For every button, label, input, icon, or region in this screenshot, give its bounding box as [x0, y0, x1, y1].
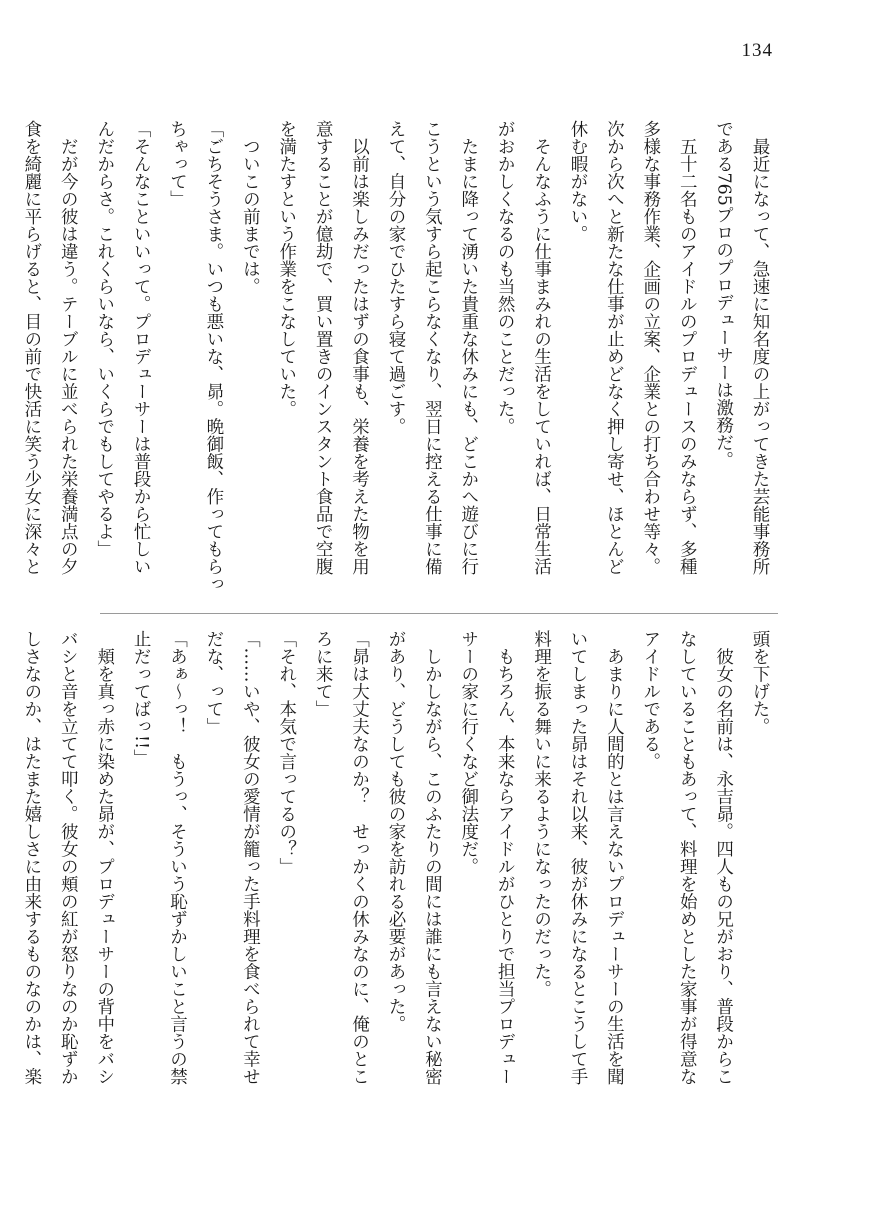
- text-line: ろに来て」: [313, 630, 334, 718]
- text-line: しさなのか、はたまた嬉しさに由来するものなのかは、楽: [21, 630, 42, 1085]
- text-line: を満たすという作業をこなしていた。: [276, 120, 297, 418]
- text-line: 頭を下げた。: [750, 630, 770, 735]
- text-line: なしていることもあって、料理を始めとした家事が得意な: [677, 630, 698, 1085]
- text-line: たまに降って湧いた貴重な休みにも、どこかへ遊びに行: [458, 120, 479, 575]
- column-divider: [100, 613, 778, 614]
- text-line: 次から次へと新たな仕事が止めどなく押し寄せ、ほとんど: [604, 120, 625, 575]
- text-line: えて、自分の家でひたすら寝て過ごす。: [385, 120, 406, 435]
- text-line: だな、って」: [203, 630, 224, 735]
- text-line: 休む暇がない。: [567, 120, 588, 243]
- text-line: んだからさ。これくらいなら、いくらでもしてやるよ」: [94, 120, 115, 558]
- text-line: 「あぁ～っ！ もうっ、そういう恥ずかしいこと言うの禁: [167, 630, 188, 1085]
- text-line: 五十二名ものアイドルのプロデュースのみならず、多種: [677, 120, 698, 575]
- text-line: 「ごちそうさま。いつも悪いな、昴。晩御飯、作ってもらっ: [203, 120, 224, 593]
- text-line: がおかしくなるのも当然のことだった。: [495, 120, 516, 435]
- text-line: いてしまった昴はそれ以来、彼が休みになるとこうして手: [567, 630, 588, 1085]
- text-line: こうという気すら起こらなくなり、翌日に控える仕事に備: [422, 120, 443, 575]
- text-line: 最近になって、急速に知名度の上がってきた芸能事務所: [750, 120, 770, 575]
- text-line: である765プロのプロデューサーは激務だ。: [713, 120, 734, 469]
- text-line: サーの家に行くなど御法度だ。: [458, 630, 479, 875]
- text-line: アイドルである。: [640, 630, 661, 770]
- text-line: 多様な事務作業、企画の立案、企業との打ち合わせ等々。: [640, 120, 661, 575]
- text-column-bottom: [13, 630, 778, 1120]
- text-line: 止だってばっ!!」: [131, 630, 152, 767]
- text-line: あまりに人間的とは言えないプロデューサーの生活を聞: [604, 630, 625, 1085]
- text-line: しかしながら、このふたりの間には誰にも言えない秘密: [422, 630, 443, 1085]
- text-line: 「そんなこといいって。プロデューサーは普段から忙しい: [131, 120, 152, 575]
- text-line: もちろん、本来ならアイドルがひとりで担当プロデュー: [495, 630, 516, 1085]
- text-line: 「それ、本気で言ってるの？」: [276, 630, 297, 875]
- text-line: 以前は楽しみだったはずの食事も、栄養を考えた物を用: [349, 120, 370, 575]
- text-line: ついこの前までは。: [240, 120, 261, 295]
- text-line: 頬を真っ赤に染めた昴が、プロデューサーの背中をバシ: [94, 630, 115, 1085]
- text-line: バシと音を立てて叩く。彼女の頬の紅が怒りなのか恥ずか: [58, 630, 79, 1085]
- text-line: があり、どうしても彼の家を訪れる必要があった。: [385, 630, 406, 1033]
- text-line: そんなふうに仕事まみれの生活をしていれば、日常生活: [531, 120, 552, 575]
- text-line: 彼女の名前は、永吉昴。四人もの兄がおり、普段からこ: [713, 630, 734, 1085]
- text-line: 「昴は大丈夫なのか？ せっかくの休みなのに、俺のとこ: [349, 630, 370, 1085]
- text-line: 「……いや、彼女の愛情が籠った手料理を食べられて幸せ: [240, 630, 261, 1085]
- text-line: だが今の彼は違う。テーブルに並べられた栄養満点の夕: [58, 120, 79, 575]
- text-line: 食を綺麗に平らげると、目の前で快活に笑う少女に深々と: [21, 120, 42, 575]
- text-line: 意することが億劫で、買い置きのインスタント食品で空腹: [313, 120, 334, 575]
- text-line: ちゃって」: [167, 120, 188, 208]
- text-column-top: [13, 120, 778, 600]
- page-number: 134: [741, 40, 773, 61]
- text-line: 料理を振る舞いに来るようになったのだった。: [531, 630, 552, 998]
